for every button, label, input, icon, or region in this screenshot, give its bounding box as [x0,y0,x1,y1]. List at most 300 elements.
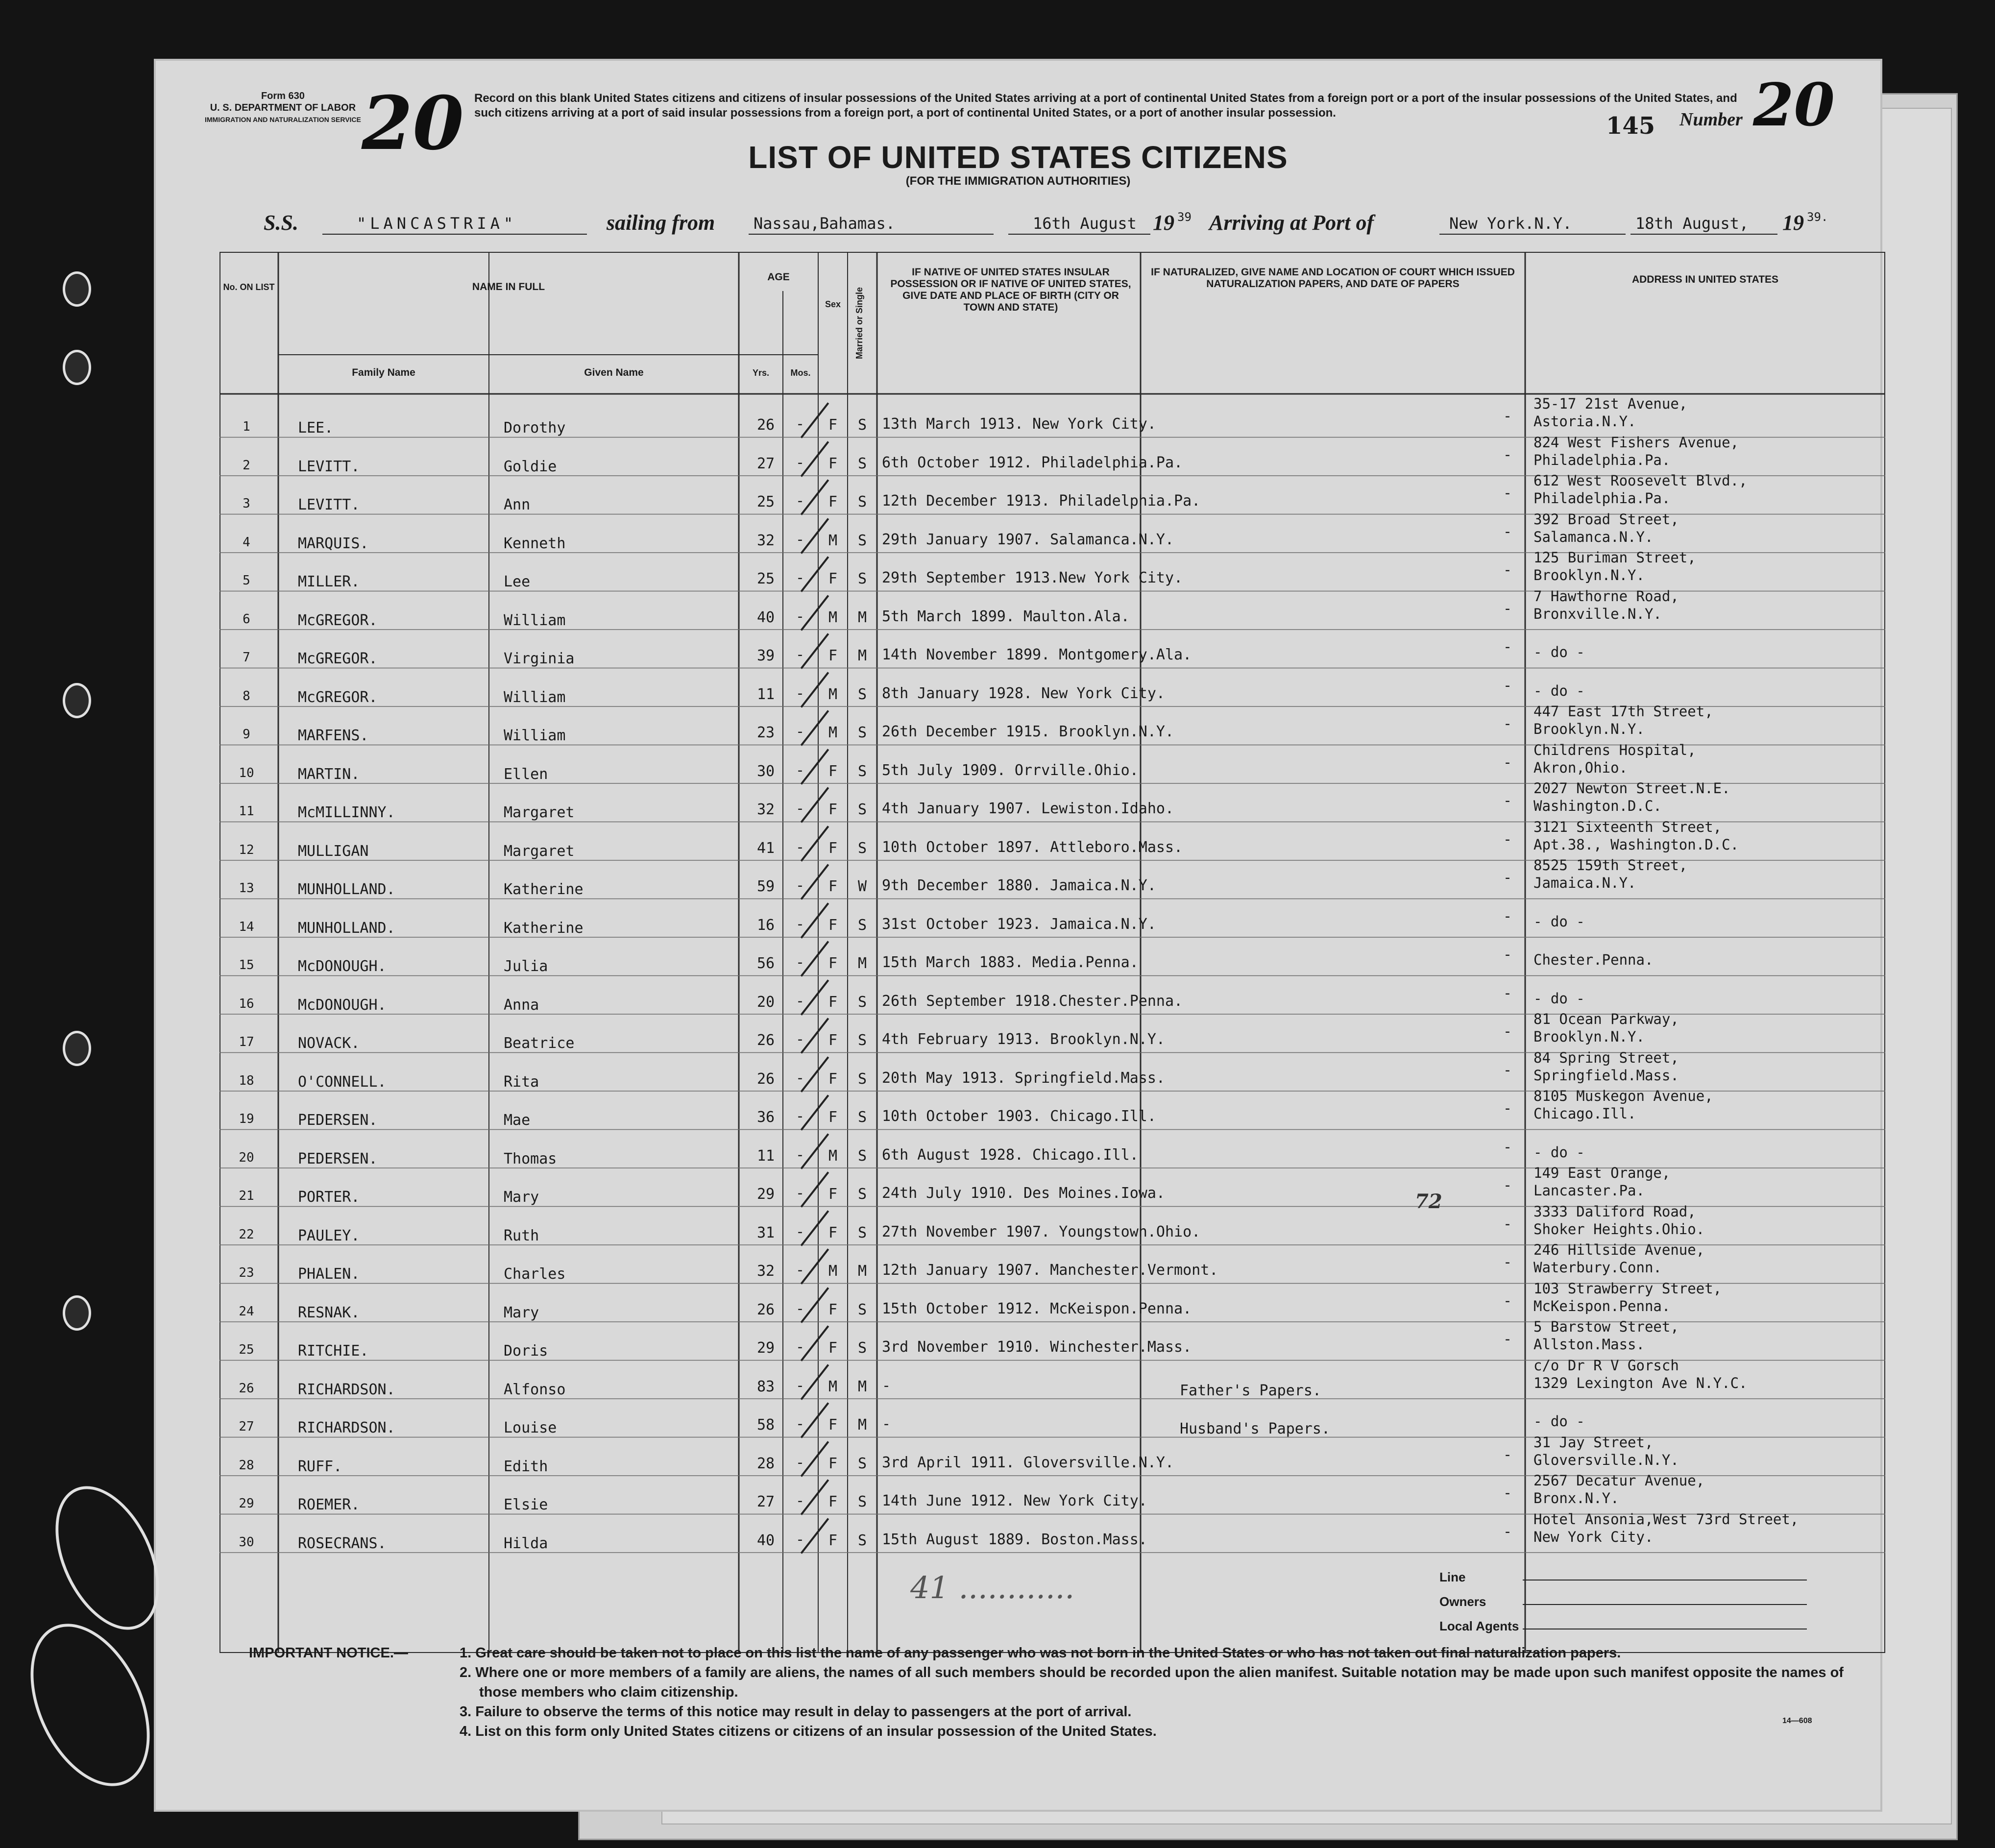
row-number: 5 [243,573,250,588]
naturalization-dash: - [1503,1138,1512,1156]
address [1533,1395,1585,1430]
notice-item: 1. Great care should be taken not to place on this list the name of any passenger who was not born in the United States or who has not taken out final naturalization papers. [460,1645,1621,1661]
address-line-1 [1533,895,1585,913]
age-months: - [795,492,805,510]
address [1533,511,1679,546]
sex: F [828,993,838,1011]
family-name: MILLER. [298,573,360,590]
family-name: NOVACK. [298,1035,360,1052]
given-name: Mary [504,1189,539,1206]
address-line-1: 2567 Decatur Avenue, [1533,1472,1705,1489]
marital-status: S [857,762,867,780]
punch-hole-icon [63,1031,91,1066]
row-number: 28 [239,1458,254,1473]
birth-info: 26th September 1918.Chester.Penna. [882,992,1183,1010]
family-name: MARTIN. [298,765,360,783]
address-line-2: - do - [1533,644,1585,660]
given-name: Margaret [504,804,575,821]
age-years: 26 [756,416,775,434]
address-line-2: - do - [1533,990,1585,1007]
marital-status: S [857,416,867,434]
given-name: Mae [504,1112,531,1129]
sex: F [828,878,838,895]
row-number: 8 [243,688,250,704]
age-years: 27 [756,455,775,472]
header-address: ADDRESS IN UNITED STATES [1631,274,1779,285]
age-months: - [795,1223,805,1240]
marital-status: M [857,647,867,664]
age-years: 31 [756,1224,775,1241]
age-years: 28 [756,1455,775,1472]
marital-status: S [857,1186,867,1203]
ship-name: "LANCASTRIA" [357,214,517,233]
form-identifier: Form 630 U. S. DEPARTMENT OF LABOR IMMIGRATION AND NATURALIZATION SERVICE [205,91,361,123]
marital-status: S [857,1147,867,1165]
marital-status: S [857,1532,867,1549]
voyage-line [264,210,1871,240]
sex: F [828,570,838,587]
address-line-1 [1533,933,1653,951]
address-line-1: 103 Strawberry Street, [1533,1280,1722,1297]
line-label: Line [1439,1570,1466,1584]
manifest-page [156,61,1880,1810]
table-row [219,780,1885,822]
address [1533,395,1687,430]
given-name: Rita [504,1073,539,1091]
agents-block [1439,1570,1519,1643]
table-row [219,818,1885,860]
given-name: Ann [504,496,531,513]
sex: F [828,647,838,664]
age-months: - [795,454,805,471]
sex: F [828,916,838,934]
sex: F [828,1416,838,1434]
family-name: PORTER. [298,1189,360,1206]
table-row [219,899,1885,937]
given-name: Kenneth [504,535,566,552]
sex: F [828,1109,838,1126]
age-months: - [795,954,805,971]
naturalization-dash: - [1503,677,1512,694]
marital-status: S [857,532,867,549]
page-subtitle: (FOR THE IMMIGRATION AUTHORITIES) [905,174,1131,188]
from-port: Nassau,Bahamas. [754,214,895,233]
family-name: McMILLINNY. [298,804,395,821]
row-number: 6 [243,611,250,627]
address-line-2: - do - [1533,1413,1585,1430]
address-line-2: Springfield.Mass. [1533,1067,1679,1084]
given-name: William [504,688,566,706]
birth-info: 9th December 1880. Jamaica.N.Y. [882,877,1156,894]
family-name: RITCHIE. [298,1342,369,1360]
given-name: Katherine [504,881,584,898]
row-number: 18 [239,1073,254,1088]
row-number: 20 [239,1150,254,1165]
address-line-1 [1533,664,1585,682]
notice-label: IMPORTANT NOTICE.— [249,1645,408,1661]
table-row [219,1165,1885,1206]
address-line-2: Bronxville.N.Y. [1533,605,1662,622]
naturalization-dash: - [1503,1331,1512,1348]
family-name: O'CONNELL. [298,1073,387,1091]
address-line-1: 5 Barstow Street, [1533,1318,1679,1335]
arrival-date: 18th August, [1635,214,1749,233]
naturalization-dash: - [1503,1061,1512,1079]
address-line-2: Chester.Penna. [1533,951,1654,968]
address-line-2: New York City. [1533,1528,1654,1545]
address [1533,933,1653,969]
family-name: RESNAK. [298,1304,360,1321]
family-name: McGREGOR. [298,650,378,667]
marital-status: M [857,955,867,972]
age-years: 16 [756,916,775,934]
birth-info: 3rd November 1910. Winchester.Mass. [882,1338,1192,1356]
age-months: - [795,915,805,933]
local-agents-label: Local Agents [1439,1619,1519,1633]
address-line-1: 84 Spring Street, [1533,1049,1679,1066]
marital-status: S [857,993,867,1011]
marital-status: S [857,685,867,703]
row-number: 9 [243,727,250,742]
age-years: 56 [756,955,775,972]
address-line-2: Shoker Heights.Ohio. [1533,1220,1705,1238]
address-line-1: 8105 Muskegon Avenue, [1533,1088,1713,1104]
table-row [219,937,1885,975]
address [1533,472,1748,507]
header-given-name: Given Name [584,367,644,378]
address-line-1: 2027 Newton Street.N.E. [1533,780,1730,797]
arrival-year: 39. [1807,210,1828,224]
sex: F [828,955,838,972]
family-name: PHALEN. [298,1265,360,1283]
given-name: Margaret [504,842,575,860]
naturalization-dash: - [1503,715,1512,732]
table-row [219,857,1885,899]
age-years: 41 [756,839,775,857]
family-name: PEDERSEN. [298,1112,378,1129]
given-name: Alfonso [504,1381,566,1398]
address [1533,1434,1679,1469]
address [1533,1049,1679,1084]
birth-info: 6th August 1928. Chicago.Ill. [882,1146,1139,1164]
given-name: Virginia [504,650,575,667]
sex: F [828,839,838,857]
address-line-2: Brooklyn.N.Y. [1533,1028,1645,1045]
row-number: 13 [239,881,254,896]
birth-info: 3rd April 1911. Gloversville.N.Y. [882,1454,1174,1471]
punch-hole-icon [63,1295,91,1331]
birth-info: 13th March 1913. New York City. [882,415,1156,433]
birth-info: 15th August 1889. Boston.Mass. [882,1531,1147,1548]
depart-date: 16th August [1033,214,1137,233]
naturalization-dash: - [1503,792,1512,809]
age-years: 26 [756,1070,775,1088]
table-row [219,549,1885,591]
sex: F [828,1455,838,1472]
birth-info: 29th January 1907. Salamanca.N.Y. [882,531,1174,548]
row-number: 4 [243,535,250,550]
table-row [219,1049,1885,1091]
age-years: 83 [756,1378,775,1395]
table-row [219,434,1885,476]
table-row [219,587,1885,630]
age-years: 40 [756,1532,775,1549]
sex: M [828,1263,838,1280]
naturalization-dash: - [1503,523,1512,540]
address-line-1: c/o Dr R V Gorsch [1533,1357,1679,1374]
age-months: - [795,838,805,856]
address [1533,741,1696,777]
header-birth: IF NATIVE OF UNITED STATES INSULAR POSSESSION OR IF NATIVE OF UNITED STATES, GIVE DATE AND PLACE OF BIRTH (CITY OR TOWN AND STATE) [890,267,1131,313]
birth-info: 31st October 1923. Jamaica.N.Y. [882,915,1156,933]
marital-status: S [857,1339,867,1357]
naturalization-dash: - [1503,600,1512,617]
address-line-1: 149 East Orange, [1533,1165,1671,1181]
age-months: - [795,1531,805,1548]
address [1533,1010,1679,1046]
marital-status: S [857,1224,867,1241]
punch-hole-icon [63,683,91,718]
marital-status: S [857,839,867,857]
address-line-1 [1533,972,1585,990]
family-name: MARFENS. [298,727,369,744]
family-name: MARQUIS. [298,535,369,552]
row-number: 29 [239,1496,254,1511]
naturalization-dash: - [1503,984,1512,1002]
marital-status: M [857,1378,867,1395]
age-years: 39 [756,647,775,664]
address-line-1 [1533,626,1585,643]
margin-note: 72 [1415,1190,1442,1213]
sex: M [828,608,838,626]
age-months: - [795,761,805,779]
address-line-2: Brooklyn.N.Y. [1533,721,1645,737]
birth-info: 14th June 1912. New York City. [882,1492,1147,1509]
address-line-2: 1329 Lexington Ave N.Y.C. [1533,1374,1748,1391]
address-line-2: Apt.38., Washington.D.C. [1533,836,1739,853]
address-line-2: Washington.D.C. [1533,798,1662,814]
address [1533,1472,1704,1507]
age-months: - [795,1146,805,1164]
given-name: Mary [504,1304,539,1321]
naturalization-dash: - [1503,754,1512,771]
table-row [219,703,1885,745]
punch-hole-icon [63,350,91,385]
marital-status: W [857,878,867,895]
header-mos: Mos. [790,368,811,378]
naturalization-dash: - [1503,946,1512,963]
naturalization-dash: - [1503,1254,1512,1271]
naturalization-dash: - [1503,485,1512,502]
address [1533,1357,1748,1392]
birth-info: 12th December 1913. Philadelphia.Pa. [882,492,1201,510]
address [1533,972,1585,1007]
address-line-2: - do - [1533,1143,1585,1161]
given-name: Beatrice [504,1035,575,1052]
page-title: LIST OF UNITED STATES CITIZENS [748,140,1288,175]
given-name: Charles [504,1265,566,1283]
age-years: 32 [756,532,775,549]
address-line-2: Astoria.N.Y. [1533,413,1636,430]
naturalization-dash: - [1503,1215,1512,1233]
address-line-1: 3333 Daliford Road, [1533,1203,1696,1220]
row-number: 11 [239,804,254,819]
sex: M [828,532,838,549]
address-line-1: Hotel Ansonia,West 73rd Street, [1533,1510,1799,1528]
given-name: Ellen [504,765,548,783]
sex: F [828,455,838,472]
birth-info: 14th November 1899. Montgomery.Ala. [882,646,1192,663]
naturalization-dash: - [1503,638,1512,656]
family-name: RICHARDSON. [298,1381,395,1398]
table-row [219,511,1885,553]
binder-ring-icon [7,1605,174,1805]
address [1533,626,1585,661]
family-name: McDONOUGH. [298,996,387,1014]
sex: M [828,1378,838,1395]
address-line-1: 125 Buriman Street, [1533,549,1696,566]
page-stamp: 145 [1606,112,1655,140]
birth-info: 10th October 1897. Attleboro.Mass. [882,838,1183,856]
table-row [219,741,1885,783]
sex: F [828,1339,838,1357]
birth-info: 27th November 1907. Youngstown.Ohio. [882,1223,1201,1240]
age-months: - [795,1300,805,1317]
row-number: 10 [239,765,254,780]
birth-info: 4th January 1907. Lewiston.Idaho. [882,800,1174,817]
address [1533,587,1679,623]
row-number: 30 [239,1534,254,1550]
address [1533,664,1585,700]
given-name: Louise [504,1419,557,1436]
address-line-1: Childrens Hospital, [1533,741,1696,758]
sex: F [828,762,838,780]
handwritten-signature: 41 ............ [910,1570,1075,1605]
age-months: - [795,1031,805,1048]
depart-year: 39 [1177,210,1192,224]
age-months: - [795,569,805,586]
family-name: MUNHOLLAND. [298,881,395,898]
birth-info: 6th October 1912. Philadelphia.Pa. [882,454,1183,471]
table-row [219,976,1885,1014]
age-months: - [795,531,805,548]
given-name: Julia [504,958,548,975]
family-name: ROSECRANS. [298,1534,387,1552]
birth-info: 29th September 1913.New York City. [882,569,1183,586]
header-age: AGE [767,271,790,283]
address-line-1: 7 Hawthorne Road, [1533,587,1679,605]
number-value: 20 [1753,71,1835,140]
family-name: McDONOUGH. [298,958,387,975]
given-name: Elsie [504,1496,548,1513]
table-row [219,1130,1885,1168]
punch-hole-icon [63,271,91,307]
address [1533,549,1696,584]
sex: F [828,1493,838,1510]
address-line-1: 31 Jay Street, [1533,1434,1654,1451]
address [1533,779,1730,815]
table-row [219,395,1885,437]
address [1533,1510,1799,1546]
age-years: 29 [756,1186,775,1203]
marital-status: S [857,1109,867,1126]
given-name: Ruth [504,1227,539,1244]
address-line-1 [1533,1395,1585,1412]
age-months: - [795,992,805,1010]
sex: F [828,801,838,818]
address [1533,1164,1670,1199]
address-line-2: Waterbury.Conn. [1533,1259,1662,1276]
naturalization-dash: - [1503,1100,1512,1117]
address-line-1: 447 East 17th Street, [1533,703,1713,720]
header-sex: Sex [825,299,841,309]
birth-info: 20th May 1913. Springfield.Mass. [882,1069,1165,1087]
age-years: 29 [756,1339,775,1357]
naturalization-dash: - [1503,408,1512,425]
address-line-1: 392 Broad Street, [1533,511,1679,528]
given-name: William [504,727,566,744]
age-months: - [795,1185,805,1202]
naturalization-dash: - [1503,1023,1512,1040]
age-months: - [795,1454,805,1471]
year-prefix-2: 19 [1782,211,1804,235]
table-row [219,1241,1885,1283]
table-row [219,1357,1885,1399]
binder-ring-icon [35,1470,180,1646]
birth-info: 26th December 1915. Brooklyn.N.Y. [882,723,1174,740]
family-name: MULLIGAN [298,842,369,860]
age-years: 25 [756,493,775,511]
birth-info: 5th July 1909. Orrville.Ohio. [882,761,1139,779]
given-name: Goldie [504,458,557,475]
address-line-2: - do - [1533,682,1585,699]
address-line-2: Allston.Mass. [1533,1336,1645,1353]
age-months: - [795,723,805,740]
marital-status: S [857,1455,867,1472]
family-name: McGREGOR. [298,611,378,629]
row-number: 12 [239,842,254,857]
address [1533,1280,1722,1315]
row-number: 24 [239,1304,254,1319]
address [1533,856,1687,892]
age-months: - [795,800,805,817]
age-years: 32 [756,801,775,818]
age-months: - [795,415,805,433]
address-line-1: 81 Ocean Parkway, [1533,1011,1679,1027]
address [1533,1126,1585,1161]
naturalization-dash: - [1503,1292,1512,1310]
header-yrs: Yrs. [752,368,770,378]
row-number: 7 [243,650,250,665]
address-line-2: Jamaica.N.Y. [1533,875,1636,891]
row-number: 27 [239,1419,254,1434]
table-row [219,1011,1885,1052]
given-name: Dorothy [504,419,566,437]
marital-status: S [857,724,867,741]
given-name: William [504,611,566,629]
sex: F [828,1301,838,1318]
age-years: 27 [756,1493,775,1510]
age-months: - [795,1377,805,1394]
row-number: 21 [239,1189,254,1203]
marital-status: S [857,570,867,587]
birth-info: 8th January 1928. New York City. [882,684,1165,702]
address [1533,818,1739,853]
age-years: 25 [756,570,775,587]
age-years: 59 [756,878,775,895]
naturalization-dash: - [1503,1484,1512,1502]
notice-item: 2. Where one or more members of a family are aliens, the names of all such members should be recorded upon the alien manifest. Suitable notation may be made upon such manifest opposite the names of those members who claim citizenship. [460,1665,1844,1700]
